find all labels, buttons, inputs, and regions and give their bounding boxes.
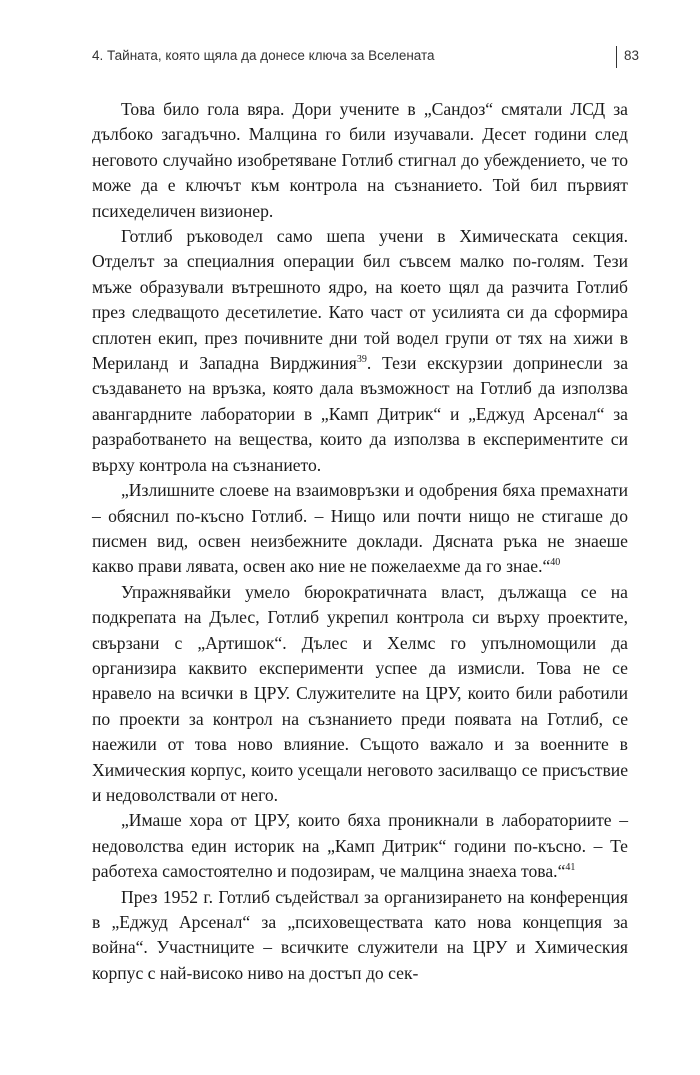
header-divider xyxy=(616,46,617,68)
paragraph-text: През 1952 г. Готлиб съдействал за организирането на конференция в „Еджуд Арсенал“ за „психовеществата като нова концепция за война“. Участниците – всичките служители на ЦРУ и Химическия корпус с най-високо ниво на достъп до сек- xyxy=(92,886,628,983)
footnote-ref-41[interactable]: 41 xyxy=(565,862,576,874)
paragraph-text: Упражнявайки умело бюрократичната власт, дължаща се на подкрепата на Дълес, Готлиб укрепил контрола си върху проектите, свързани с „Артишок“. Дълес и Хелмс го упълномощили да организира каквито експерименти успее да измисли. Това не се нравело на всички в ЦРУ. Служителите на ЦРУ, които били работили по проекти за контрол на съзнанието преди появата на Готлиб, се наежили от това ново влияние. Същото важало и за военните в Химическия корпус, които усещали неговото засилващо се присъствие и недоволствали от него. xyxy=(92,581,628,805)
paragraph-text: Готлиб ръководел само шепа учени в Химическата секция. Отделът за специалния операции бил съвсем малко по-голям. Тези мъже образували вътрешното ядро, на което щял да разчита Готлиб през следващото десетилетие. Като част от усилията си да сформира сплотен екип, през почивните дни той водел групи от тях на хижи в Мериланд и Западна Вирджиния xyxy=(92,226,628,374)
paragraph-6 xyxy=(92,885,628,987)
paragraph-text: „Излишните слоеве на взаимовръзки и одобрения бяха премахнати – обяснил по-късно Готлиб. – Нищо или почти нищо не стигаше до писмен вид, освен неизбежните доклади. Дясната ръка не знаеше какво прави лявата, освен ако ние не пожелаехме да го знае.“ xyxy=(92,480,628,577)
paragraph-1 xyxy=(92,97,628,224)
paragraph-3 xyxy=(92,478,628,580)
body-text xyxy=(92,97,628,986)
paragraph-2 xyxy=(92,224,628,478)
paragraph-text: „Имаше хора от ЦРУ, които бяха проникнали в лабораториите – недоволства един историк на „Камп Дитрик“ години по-късно. – Те работеха самостоятелно и подозирам, че малцина знаеха това.“ xyxy=(92,810,628,882)
paragraph-5 xyxy=(92,808,628,884)
chapter-title: 4. Тайната, която щяла да донесе ключа за Вселената xyxy=(92,48,435,63)
page-number: 83 xyxy=(624,48,640,63)
paragraph-4 xyxy=(92,580,628,809)
footnote-ref-40[interactable]: 40 xyxy=(550,557,561,569)
footnote-ref-39[interactable]: 39 xyxy=(356,354,367,366)
paragraph-text-continued: . Тези екскурзии допринесли за създаването на връзка, която дала възможност на Готлиб да използва авангардните лаборатории в „Камп Дитрик“ и „Еджуд Арсенал“ за разработването на вещества, които да използва в експериментите си върху контрола на съзнанието. xyxy=(92,353,629,475)
paragraph-text: Това било гола вяра. Дори учените в „Сандоз“ смятали ЛСД за дълбоко загадъчно. Малцина го били изучавали. Десет години след неговото случайно изобретяване Готлиб стигнал до убеждението, че то може да е ключът към контрола на съзнанието. Той бил първият психеделичен визионер. xyxy=(92,99,628,221)
running-head xyxy=(0,46,700,70)
